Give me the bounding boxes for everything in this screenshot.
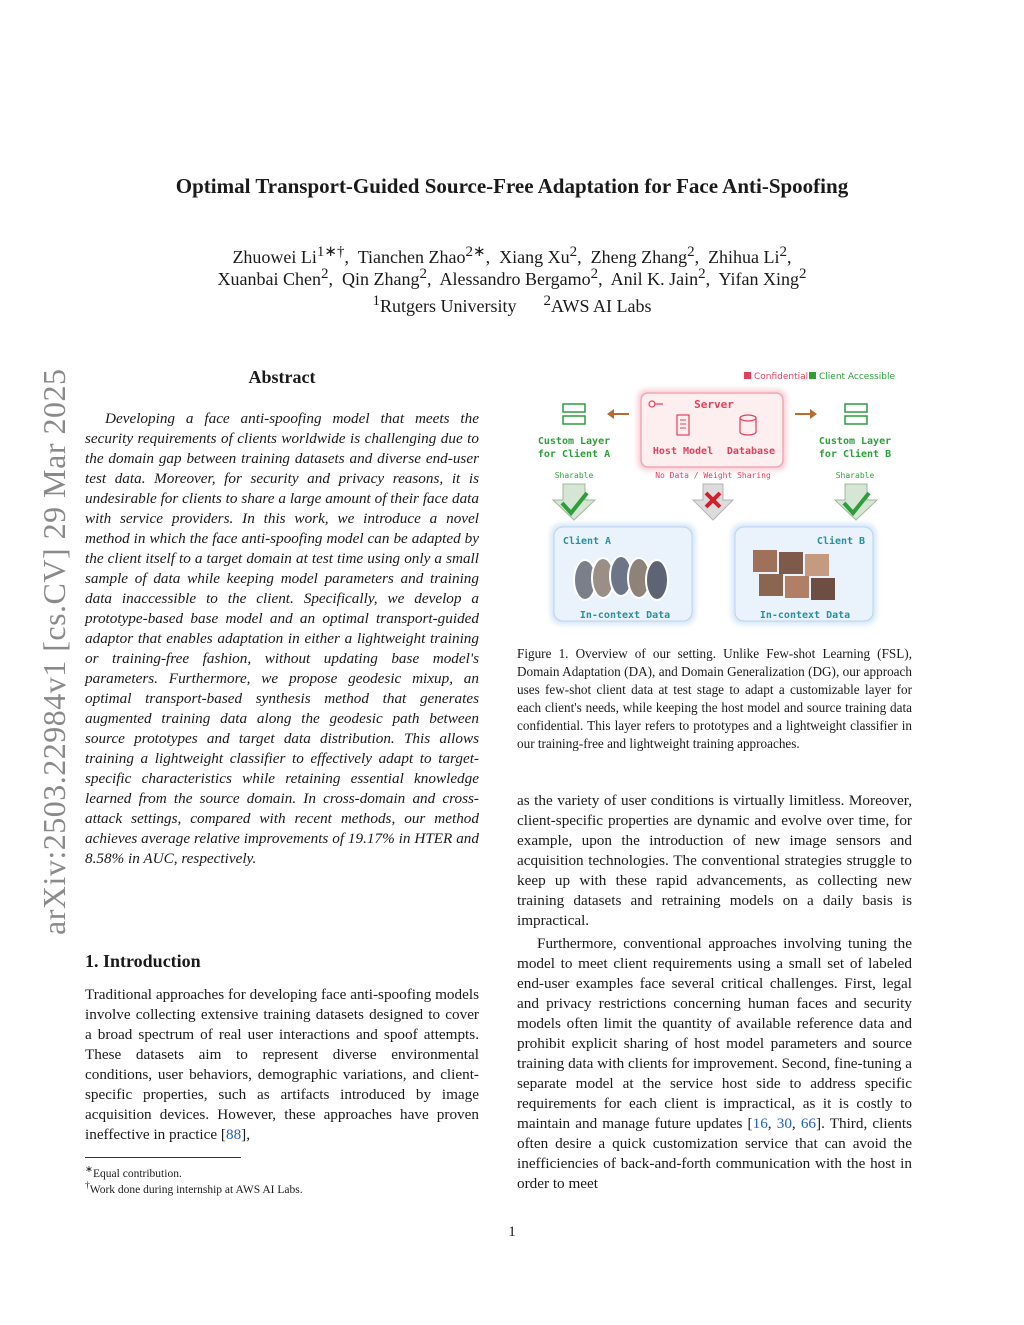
arxiv-sidebar-id: arXiv:2503.22984v1 [cs.CV] 29 Mar 2025 (36, 368, 72, 935)
legend-client-swatch (809, 372, 816, 379)
footnote-text: Equal contribution. (93, 1167, 182, 1180)
footnote-text: Work done during internship at AWS AI Labs. (89, 1183, 303, 1196)
footnote-mark: ∗ (85, 1164, 94, 1175)
footnote-divider (85, 1157, 241, 1158)
affiliations (0, 293, 1024, 317)
intro-left-column (85, 985, 479, 1145)
citation-separator: , (767, 1115, 777, 1132)
author-line-2: Xuanbai Chen$^2$, Qin Zhang$^2$, Alessandro Bergamo$^2$, Anil K. Jain$^2$, Yifan Xing$^2$ (217, 266, 807, 289)
intro-paragraph-2 (517, 934, 912, 1194)
custom-layer-a-icon (563, 404, 585, 424)
footnote-internship (85, 1178, 303, 1198)
figure-svg (525, 362, 897, 632)
server-label: Server (694, 398, 734, 411)
author: Zhuowei Li (232, 247, 317, 267)
custom-layer-a-line2: for Client A (537, 449, 611, 460)
intro-paragraph-1 (85, 985, 479, 1145)
author: Zheng Zhang (590, 247, 688, 267)
check-arrow-b-icon (835, 484, 877, 520)
section-heading-introduction: 1. Introduction (85, 951, 201, 971)
database-label: Database (726, 446, 776, 457)
citation-link[interactable]: 30 (776, 1115, 792, 1132)
cross-arrow-icon (693, 484, 733, 520)
author: Tianchen Zhao (357, 247, 466, 267)
author-affil-mark: 2 (798, 266, 807, 282)
citation-link[interactable]: 88 (225, 1126, 242, 1143)
author: Yifan Xing (718, 269, 799, 289)
legend-client-label: Client Accessible (819, 372, 895, 382)
abstract-paragraph: Developing a face anti-spoofing model that meets the security requirements of clients worldwide is challenging due to the domain gap between training datasets and diverse end-user test data. Moreover, for security and privacy reasons, it is undesirable for clients to share a large amount of their face data with service providers. In this work, we introduce a novel method in which the face anti-spoofing model can be adapted by the client itself to a target domain at test time using only a small sample of data while keeping model parameters and training data inaccessible to the client. Specifically, we develop a prototype-based base model and an optimal transport-guided adaptor that enables adaptation in either a lightweight training or training-free fashion, without updating base model's parameters. Furthermore, we propose geodesic mixup, an optimal transport-based synthesis method that generates augmented training data along the geodesic path between source prototypes and target data distribution. This allows training a lightweight classifier to effectively adapt to target-specific characteristics while retaining essential knowledge learned from the source domain. In cross-domain and cross-attack settings, compared with recent methods, our method achieves average relative improvements of 19.17% in HTER and 8.58% in AUC, respectively. (85, 410, 479, 867)
author-affil-mark: 2 (590, 266, 599, 282)
arrow-left-icon (607, 409, 629, 419)
client-b-label: Client B (816, 536, 866, 547)
author: Xuanbai Chen (217, 269, 321, 289)
arrow-right-icon (795, 409, 817, 419)
client-a-label: Client A (562, 536, 612, 547)
page-number: 1 (508, 1224, 516, 1240)
intro-paragraph-1-continued: as the variety of user conditions is virtually limitless. Moreover, client-specific properties are dynamic and evolve over time, for example, upon the introduction of new image sensors and acquisition technologies. The conventional strategies struggle to keep up with these rapid advancements, as collecting new training datasets and retraining models on a daily basis is impractical. (517, 792, 912, 929)
sharable-a-label: Sharable (554, 471, 594, 480)
affiliation-2: AWS AI Labs (550, 296, 652, 316)
incontext-b-label: In-context Data (759, 610, 851, 621)
incontext-a-label: In-context Data (579, 610, 671, 621)
sharable-b-label: Sharable (835, 471, 875, 480)
author-affil-mark: 2 (698, 266, 706, 282)
custom-layer-b-line2: for Client B (818, 449, 892, 460)
abstract-body (85, 409, 479, 869)
figure-1-diagram (525, 362, 897, 632)
intro-right-column (517, 791, 912, 1194)
footnote-mark: † (85, 1180, 90, 1191)
abstract-heading: Abstract (248, 367, 316, 387)
paragraph-text: ]. Third, clients often desire a quick customization service that can avoid the inefficiencies of back-and-forth communication with the host in order to meet (517, 1115, 913, 1192)
author-affil-mark: 2∗ (465, 244, 486, 260)
affil-mark: 1 (372, 293, 380, 309)
host-model-label: Host Model (652, 446, 714, 457)
paragraph-text: Traditional approaches for developing face anti-spoofing models involve collecting extensive training datasets designed to cover a broad spectrum of real user interactions and spoof attempts. These datasets aim to represent diverse environmental conditions, user behaviors, demographic variations, and client-specific properties, such as artifacts introduced by image acquisition devices. However, these approaches have proven ineffective in practice [ (85, 986, 479, 1143)
no-sharing-label: No Data / Weight Sharing (655, 471, 771, 480)
custom-layer-a-line1: Custom Layer (537, 436, 611, 447)
custom-layer-b-line1: Custom Layer (818, 436, 892, 447)
author-affil-mark: 2 (779, 244, 788, 260)
client-a-photos (574, 556, 668, 600)
custom-layer-b-icon (845, 404, 867, 424)
paper-title: Optimal Transport-Guided Source-Free Adaptation for Face Anti-Spoofing (175, 174, 849, 198)
legend-confidential-label: Confidential (754, 372, 809, 382)
author: Anil K. Jain (610, 269, 699, 289)
affiliation-1: Rutgers University (379, 296, 517, 316)
citation-link[interactable]: 66 (800, 1115, 817, 1132)
author-affil-mark: 2 (569, 244, 578, 260)
author: Zhihua Li (708, 247, 780, 267)
figure-1-caption: Figure 1. Overview of our setting. Unlike Few-shot Learning (FSL), Domain Adaptation (DA), and Domain Generalization (DG), our approach uses few-shot client data at test stage to adapt a customizable layer for each client's needs, while keeping the host model and source training data confidential. This layer refers to prototypes and a lightweight classifier in our training-free and lightweight training approaches. (517, 646, 912, 751)
citation-separator: , (791, 1115, 801, 1132)
author-affil-mark: 1∗† (316, 244, 345, 260)
paragraph-text: ], (241, 1126, 251, 1143)
citation-link[interactable]: 16 (752, 1115, 768, 1132)
check-arrow-a-icon (553, 484, 595, 520)
author: Alessandro Bergamo (439, 269, 591, 289)
legend-confidential-swatch (744, 372, 751, 379)
author-affil-mark: 2 (687, 244, 695, 260)
author-line-1: Zhuowei $Li^{1∗\dagger}$, Tianchen Zhao$^{2∗}$, Xiang Xu$^2$, Zheng Zhang$^2$, Zhihua Li$^2$, (232, 244, 792, 267)
author-affil-mark: 2 (419, 266, 427, 282)
author-affil-mark: 2 (320, 266, 329, 282)
paragraph-text: Furthermore, conventional approaches involving tuning the model to meet client requirements using a small set of labeled end-user examples face several critical challenges. First, legal and privacy restrictions concerning human faces and security models often limit the quantity of available reference data and prohibit explicit sharing of host model parameters and source training data with clients for improvement. Second, fine-tuning a separate model at the service host side to address specific requirements for each client is impractical, as it is costly to maintain and manage future updates [ (517, 935, 912, 1132)
author: Qin Zhang (341, 269, 420, 289)
author: Xiang Xu (499, 247, 570, 267)
affil-mark: 2 (543, 293, 551, 309)
